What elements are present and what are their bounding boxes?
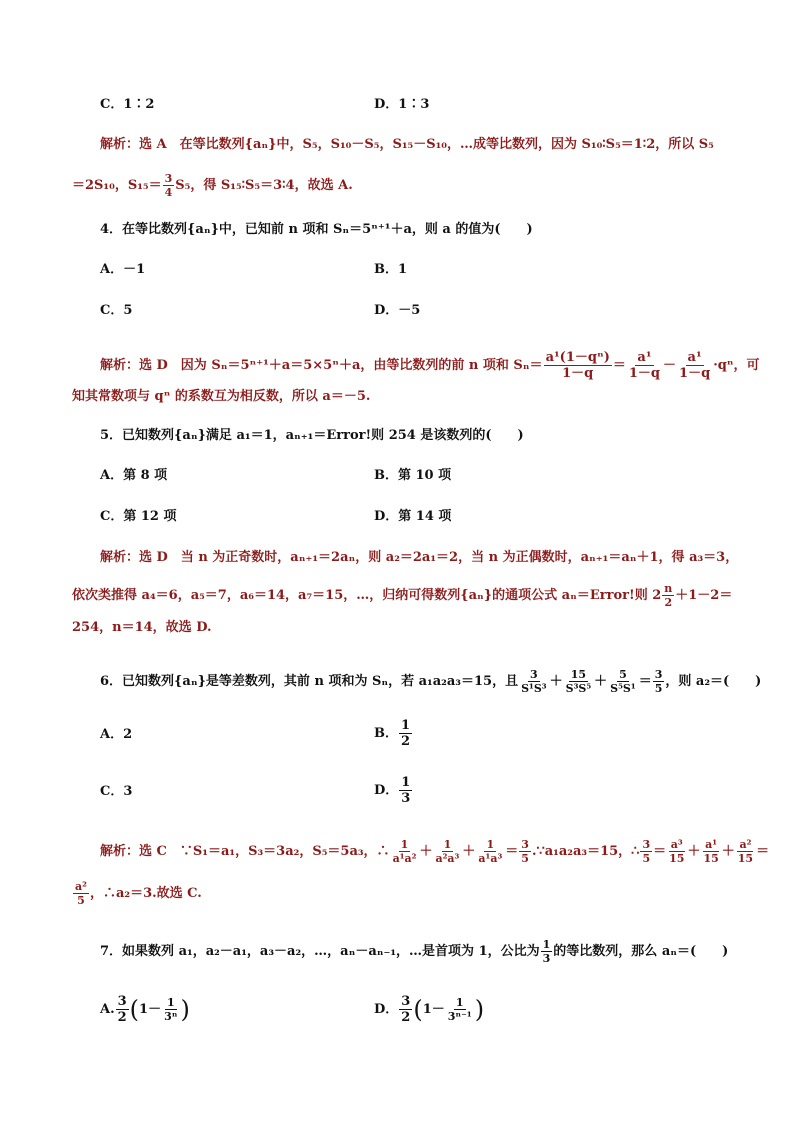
q3-option-c: C．1∶2: [100, 97, 155, 112]
q4-option-d: D．－5: [374, 303, 421, 318]
q6-stem: 6．已知数列{aₙ}是等差数列，其前 n 项和为 Sₙ，若 a₁a₂a₃＝15，且 $\frac{3}{\text{S¹S³}}$ ＋ $\frac{15}{\text{S³S⁵}}$ ＋ $\frac{5}{\text{S⁵S¹}}$ ＝ $\frac{3}{5}$ ，则 a₂＝( ): [100, 668, 762, 695]
q6-answer-line-1: 解析：选 C ∵S₁＝a₁，S₃＝3a₂，S₅＝5a₃，∴ $\frac{1}{\text{a¹a²}}$ ＋ $\frac{1}{\text{a²a³}}$ ＋ $\frac{1}{\text{a¹a³}}$ ＝ $\frac{3}{5}$ .∵a₁a₂a₃＝15，∴ $\frac{3}{5}$ ＝ $\frac{\text{a³}}{15}$ ＋ $\frac{\text{a¹}}{15}$ ＋ $\frac{\text{a²}}{15}$ ＝: [100, 838, 770, 865]
q5-stem: 5．已知数列{aₙ}满足 a₁＝1，aₙ₊₁＝Error!则 254 是该数列的( ): [100, 428, 524, 443]
q4-answer-line-1: 解析：选 D 因为 Sₙ＝5ⁿ⁺¹＋a＝5×5ⁿ＋a，由等比数列的前 n 项和 Sₙ＝ $\frac{\text{a¹(1－qⁿ)}}{1-q}$ ＝ $\frac{\text{a¹}}{1-q}$ － $\frac{\text{a¹}}{1-q}$ ·qⁿ，可: [100, 350, 760, 381]
q4-option-b: B．1: [374, 262, 408, 277]
q4-option-c: C．5: [100, 303, 133, 318]
q3-answer-line-2: ＝2S₁₀，S₁₅＝ $\frac{3}{4}$ S₅，得 S₁₅∶S₅＝3∶4，故选 A.: [72, 172, 353, 199]
q5-answer-line-3: 254，n＝14，故选 D.: [72, 620, 212, 635]
q5-option-b: B．第 10 项: [374, 468, 452, 483]
q3-answer-line-1: 解析：选 A 在等比数列{aₙ}中，S₅，S₁₀－S₅，S₁₅－S₁₀，…成等比数列，因为 S₁₀∶S₅＝1∶2，所以 S₅: [100, 137, 714, 152]
q7-option-a: A. $\frac{3}{2}$ (1－ $\frac{1}{\text{3ⁿ}}$ ): [100, 994, 190, 1025]
q6-option-a: A．2: [100, 727, 133, 742]
q3-option-d: D．1∶3: [374, 97, 430, 112]
q6-option-d: D． $\frac{1}{3}$: [374, 775, 411, 806]
q5-option-a: A．第 8 项: [100, 468, 168, 483]
q4-stem: 4．在等比数列{aₙ}中，已知前 n 项和 Sₙ＝5ⁿ⁺¹＋a，则 a 的值为( ): [100, 222, 533, 237]
q4-answer-line-2: 知其常数项与 qⁿ 的系数互为相反数，所以 a＝－5.: [72, 389, 371, 404]
q4-option-a: A．－1: [100, 262, 146, 277]
q7-option-d: D． $\frac{3}{2}$ (1－ $\frac{1}{\text{3ⁿ⁻¹}}$ ): [374, 994, 485, 1025]
q6-option-c: C．3: [100, 784, 133, 799]
q5-answer-line-2: 依次类推得 a₄＝6，a₅＝7，a₆＝14，a₇＝15，…，归纳可得数列{aₙ}的通项公式 aₙ＝Error!则 2 $\frac{n}{2}$ ＋1－2＝: [72, 582, 733, 609]
q6-answer-line-2: $\frac{\text{a²}}{5}$ ，∴a₂＝3.故选 C.: [75, 880, 202, 907]
q5-answer-line-1: 解析：选 D 当 n 为正奇数时，aₙ₊₁＝2aₙ，则 a₂＝2a₁＝2，当 n 为正偶数时，aₙ₊₁＝aₙ＋1，得 a₃＝3，: [100, 550, 739, 565]
q5-option-c: C．第 12 项: [100, 509, 177, 524]
q5-option-d: D．第 14 项: [374, 509, 452, 524]
q7-stem: 7．如果数列 a₁，a₂－a₁，a₃－a₂，…，aₙ－aₙ₋₁，…是首项为 1，公比为 $\frac{1}{3}$ 的等比数列，那么 aₙ＝( ): [100, 938, 729, 965]
fraction: $\frac{3}{4}$: [164, 172, 173, 199]
q6-option-b: B． $\frac{1}{2}$: [374, 718, 411, 749]
